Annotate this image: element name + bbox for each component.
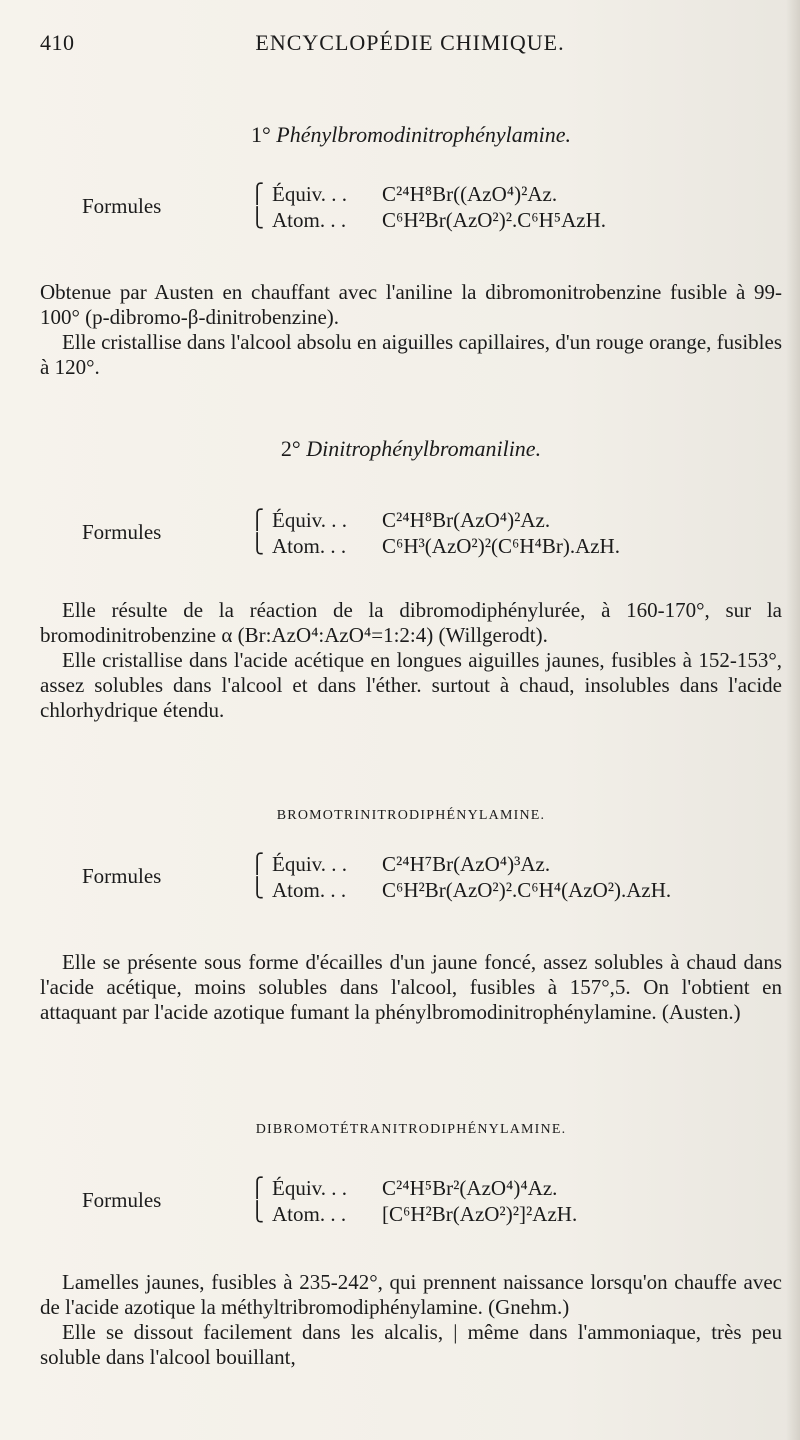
formula-label: Formules bbox=[82, 864, 162, 888]
atom-value: C⁶H³(AzO²)²(C⁶H⁴Br).AzH. bbox=[382, 534, 620, 558]
formula-atom-row bbox=[272, 878, 671, 902]
page-edge-shadow bbox=[786, 0, 800, 1440]
atom-value: [C⁶H²Br(AzO²)²]²AzH. bbox=[382, 1202, 578, 1226]
section-2-heading bbox=[40, 436, 782, 462]
equiv-key: Équiv. . . bbox=[272, 182, 348, 206]
equiv-value: C²⁴H⁵Br²(AzO⁴)⁴Az. bbox=[382, 1176, 558, 1200]
formula-equiv-row bbox=[272, 1176, 557, 1200]
atom-value: C⁶H²Br(AzO²)².C⁶H⁵AzH. bbox=[382, 208, 606, 232]
section-2-body bbox=[40, 598, 782, 723]
formula-atom-row bbox=[272, 1202, 577, 1226]
brace-top: ⎧ bbox=[250, 854, 265, 875]
paragraph: Elle se présente sous forme d'écailles d'un jaune foncé, assez solubles à chaud dans l'acide acétique, moins solubles dans l'alcool, fusibles à 157°,5. On l'obtient en attaquant par l'acide azotique fumant la phénylbromodinitrophénylamine. (Austen.) bbox=[40, 950, 782, 1024]
atom-key: Atom. . . bbox=[272, 208, 347, 232]
section-1-formula bbox=[82, 182, 742, 232]
equiv-key: Équiv. . . bbox=[272, 1176, 348, 1200]
section-3-heading: BROMOTRINITRODIPHÉNYLAMINE. bbox=[276, 808, 546, 823]
section-1-heading bbox=[40, 122, 782, 148]
atom-key: Atom. . . bbox=[272, 534, 347, 558]
atom-value: C⁶H²Br(AzO²)².C⁶H⁴(AzO²).AzH. bbox=[382, 878, 672, 902]
brace-top: ⎧ bbox=[250, 510, 265, 531]
paragraph: Obtenue par Austen en chauffant avec l'aniline la dibromonitrobenzine fusible à 99-100° (p-dibromo-β-dinitrobenzine). bbox=[40, 280, 782, 329]
equiv-key: Équiv. . . bbox=[272, 852, 348, 876]
section-1-title: Phénylbromodinitrophénylamine. bbox=[276, 122, 571, 147]
formula-label: Formules bbox=[82, 1188, 162, 1212]
formula-equiv-row bbox=[272, 182, 557, 206]
paragraph: Elle résulte de la réaction de la dibromodiphénylurée, à 160-170°, sur la bromodinitrobenzine α (Br:AzO⁴:AzO⁴=1:2:4) (Willgerodt). bbox=[40, 598, 782, 647]
running-head bbox=[40, 30, 780, 60]
section-4-formula bbox=[82, 1176, 742, 1226]
section-4-heading: DIBROMOTÉTRANITRODIPHÉNYLAMINE. bbox=[255, 1122, 567, 1137]
page-number: 410 bbox=[40, 30, 75, 55]
section-2-title: Dinitrophénylbromaniline. bbox=[306, 436, 542, 461]
equiv-key: Équiv. . . bbox=[272, 508, 348, 532]
equiv-value: C²⁴H⁸Br(AzO⁴)²Az. bbox=[382, 508, 551, 532]
formula-equiv-row bbox=[272, 852, 550, 876]
formula-label: Formules bbox=[82, 194, 162, 218]
brace-top: ⎧ bbox=[250, 1178, 265, 1199]
paragraph: Elle cristallise dans l'acide acétique en longues aiguilles jaunes, fusibles à 152-153°, assez solubles dans l'alcool et dans l'éther. surtout à chaud, insolubles dans l'acide chlorhydrique étendu. bbox=[40, 648, 782, 722]
equiv-value: C²⁴H⁸Br((AzO⁴)²Az. bbox=[382, 182, 558, 206]
equiv-value: C²⁴H⁷Br(AzO⁴)³Az. bbox=[382, 852, 551, 876]
formula-label: Formules bbox=[82, 520, 162, 544]
brace-bottom: ⎩ bbox=[250, 534, 265, 555]
paragraph: Elle cristallise dans l'alcool absolu en aiguilles capillaires, d'un rouge orange, fusibles à 120°. bbox=[40, 330, 782, 379]
atom-key: Atom. . . bbox=[272, 1202, 347, 1226]
section-4-body bbox=[40, 1270, 782, 1370]
section-2-number: 2° bbox=[280, 436, 307, 461]
brace-bottom: ⎩ bbox=[250, 208, 265, 229]
paragraph: Lamelles jaunes, fusibles à 235-242°, qui prennent naissance lorsqu'on chauffe avec de l'acide azotique la méthyltribromodiphénylamine. (Gnehm.) bbox=[40, 1270, 782, 1319]
formula-equiv-row bbox=[272, 508, 550, 532]
section-2-formula bbox=[82, 508, 742, 558]
brace-bottom: ⎩ bbox=[250, 878, 265, 899]
brace-top: ⎧ bbox=[250, 184, 265, 205]
formula-atom-row bbox=[272, 208, 606, 232]
section-3-formula bbox=[82, 852, 742, 902]
running-title: ENCYCLOPÉDIE CHIMIQUE. bbox=[255, 30, 565, 55]
paragraph: Elle se dissout facilement dans les alcalis, | même dans l'ammoniaque, très peu soluble dans l'alcool bouillant, bbox=[40, 1320, 782, 1369]
atom-key: Atom. . . bbox=[272, 878, 347, 902]
formula-atom-row bbox=[272, 534, 620, 558]
section-3-body bbox=[40, 950, 782, 1025]
brace-bottom: ⎩ bbox=[250, 1202, 265, 1223]
section-1-body bbox=[40, 280, 782, 380]
section-1-number: 1° bbox=[250, 122, 277, 147]
